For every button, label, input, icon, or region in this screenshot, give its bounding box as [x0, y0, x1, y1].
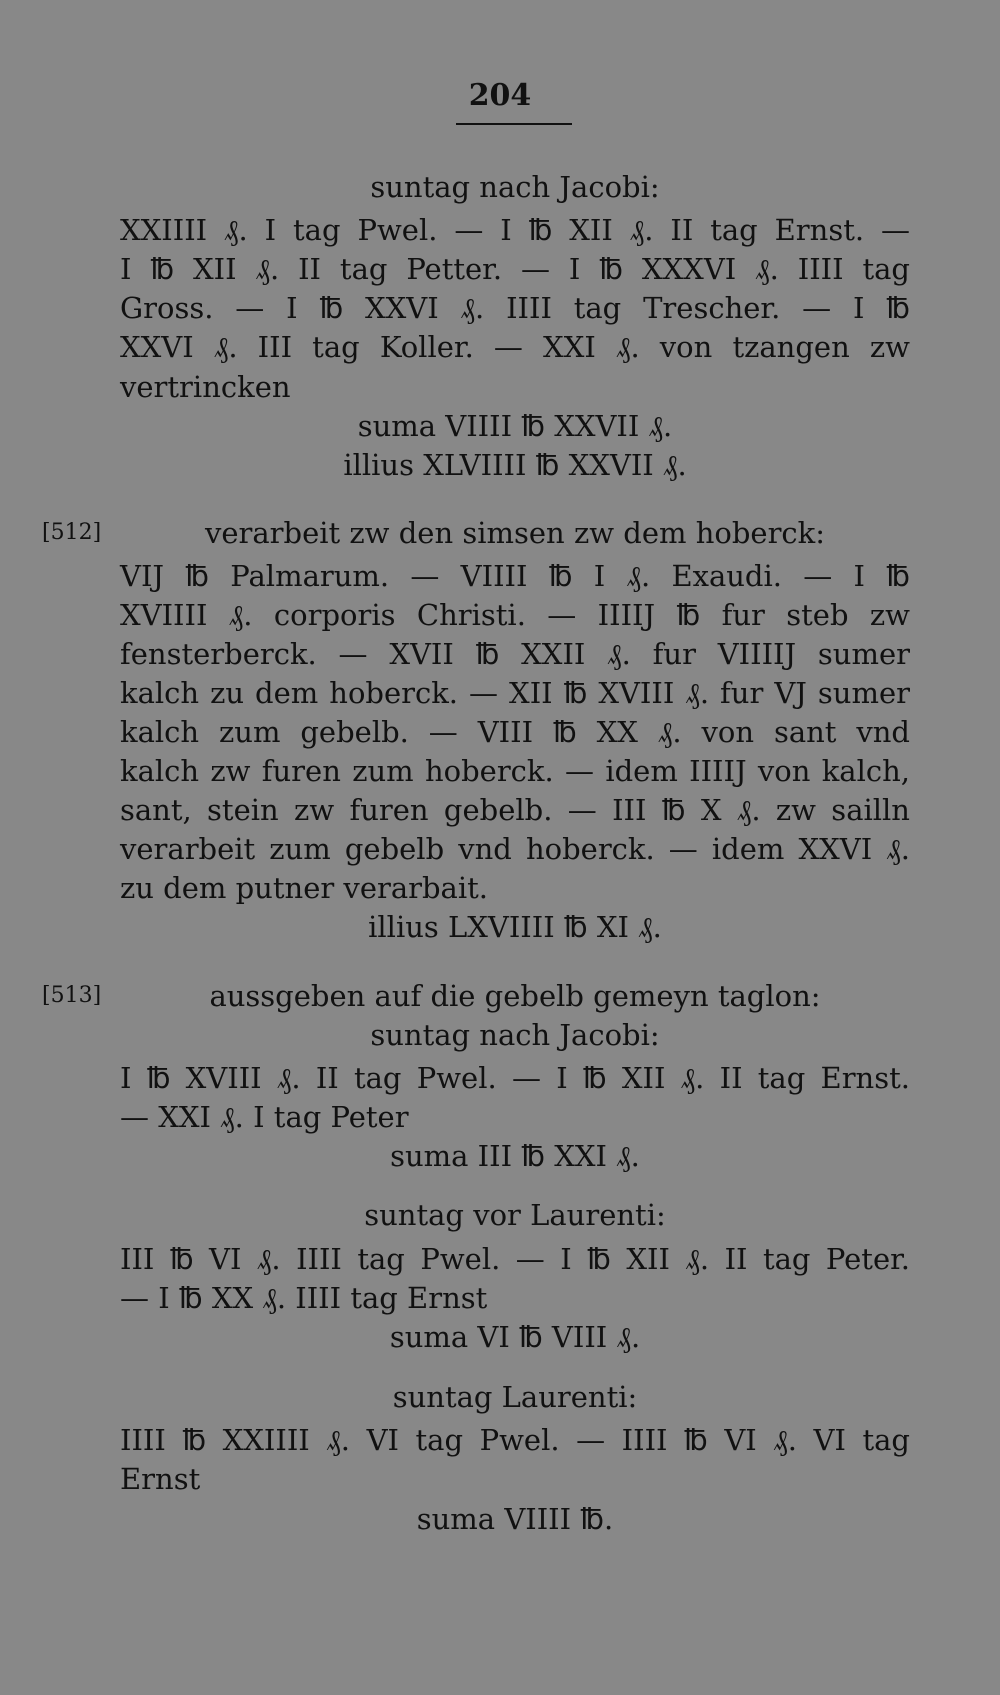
sum-line: suma VI ℔ VIII ₰. — [389, 1320, 641, 1354]
text-line: XXVI ₰. III tag Koller. — XXI ₰. von tzangen zw — [120, 330, 910, 364]
sum-line: suma III ℔ XXI ₰. — [390, 1139, 640, 1173]
text-line: kalch zw furen zum hoberck. — idem IIIIJ von kalch, — [120, 754, 910, 788]
margin-label-512: [512] — [42, 520, 102, 545]
section-heading: verarbeit zw den simsen zw dem hoberck: — [204, 516, 826, 550]
sum-line: suma VIIII ℔ XXVII ₰. — [357, 409, 673, 443]
text-line: I ℔ XVIII ₰. II tag Pwel. — I ℔ XII ₰. II tag Ernst. — [120, 1061, 910, 1095]
text-line: vertrincken — [120, 370, 291, 404]
text-line: IIII ℔ XXIIII ₰. VI tag Pwel. — IIII ℔ VI ₰. VI tag — [120, 1423, 910, 1457]
margin-label-513: [513] — [42, 983, 102, 1008]
total-line: illius XLVIIII ℔ XXVII ₰. — [343, 448, 687, 482]
page-number-rule — [456, 123, 572, 125]
text-line: III ℔ VI ₰. IIII tag Pwel. — I ℔ XII ₰. II tag Peter. — [120, 1242, 910, 1276]
subsection-heading: suntag vor Laurenti: — [364, 1198, 666, 1232]
text-line: kalch zum gebelb. — VIII ℔ XX ₰. von sant vnd — [120, 715, 910, 749]
text-line: XVIIII ₰. corporis Christi. — IIIIJ ℔ fur steb zw — [120, 598, 910, 632]
text-line: zu dem putner verarbait. — [120, 871, 488, 905]
section-heading: aussgeben auf die gebelb gemeyn taglon: — [209, 979, 821, 1013]
text-line: — I ℔ XX ₰. IIII tag Ernst — [120, 1281, 488, 1315]
text-line: — XXI ₰. I tag Peter — [120, 1100, 409, 1134]
text-line: Ernst — [120, 1462, 201, 1496]
page-number: 204 — [468, 78, 532, 113]
sum-line: suma VIIII ℔. — [416, 1502, 614, 1536]
text-line: VIJ ℔ Palmarum. — VIIII ℔ I ₰. Exaudi. — I ℔ — [120, 559, 910, 593]
section-heading: suntag nach Jacobi: — [370, 170, 660, 204]
text-line: fensterberck. — XVII ℔ XXII ₰. fur VIIIIJ sumer — [120, 637, 910, 671]
text-line: XXIIII ₰. I tag Pwel. — I ℔ XII ₰. II tag Ernst. — — [120, 213, 910, 247]
text-line: I ℔ XII ₰. II tag Petter. — I ℔ XXXVI ₰. IIII tag — [120, 252, 910, 286]
text-line: sant, stein zw furen gebelb. — III ℔ X ₰. zw sailln — [120, 793, 910, 827]
subsection-heading: suntag nach Jacobi: — [370, 1018, 660, 1052]
text-line: Gross. — I ℔ XXVI ₰. IIII tag Trescher. — I ℔ — [120, 291, 910, 325]
text-line: verarbeit zum gebelb vnd hoberck. — idem XXVI ₰. — [120, 832, 910, 866]
subsection-heading: suntag Laurenti: — [392, 1380, 638, 1414]
total-line: illius LXVIIII ℔ XI ₰. — [368, 910, 662, 944]
text-line: kalch zu dem hoberck. — XII ℔ XVIII ₰. fur VJ sumer — [120, 676, 910, 710]
